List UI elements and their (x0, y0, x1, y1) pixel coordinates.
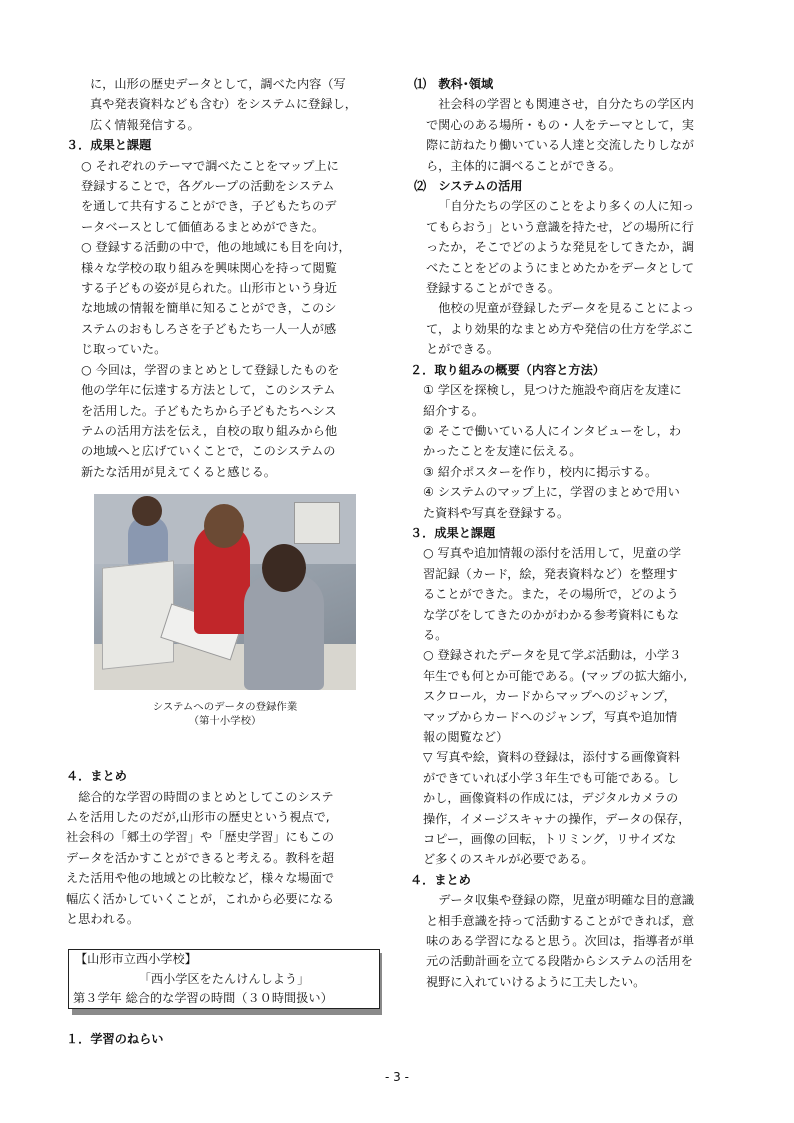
caption-line: システムへのデータの登録作業 (152, 701, 298, 714)
unit-theme: 「西小学区をたんけんしよう」 (138, 971, 310, 986)
left-column (66, 74, 386, 1050)
step-line: ② そこで働いている人にインタビューをし，わ (423, 423, 682, 438)
result-line: る。 (423, 627, 448, 642)
page-number: - 3 - (385, 1070, 409, 1084)
summary-line: 元の活動計画を立てる段階からシステムの活用を (426, 954, 693, 969)
heading-aims: １．学習のねらい (66, 1032, 164, 1047)
result-item (410, 543, 732, 645)
result-line: じ取っていた。 (81, 342, 167, 357)
summary-line: 視野に入れていけるように工夫したい。 (426, 974, 646, 989)
result-line: ○ 写真や追加情報の添付を活用して，児童の学 (423, 546, 682, 561)
heading-summary: ４．まとめ (66, 769, 127, 784)
heading-results: ３．成果と課題 (66, 138, 152, 153)
step-item (410, 380, 732, 421)
summary-line: 社会科の「郷土の学習」や「歴史学習」にもこの (66, 830, 335, 845)
subject-line: ら，主体的に調べることができる。 (426, 158, 621, 173)
summary-line: と思われる。 (66, 911, 140, 926)
heading-overview: ２．取り組みの概要（内容と方法） (410, 362, 605, 377)
intro-line: に，山形の歴史データとして，調べた内容（写 (90, 77, 346, 91)
result-line: コピー，画像の回転，トリミング，リサイズな (423, 832, 677, 847)
result-item (410, 645, 732, 747)
result-line: ○ 今回は，学習のまとめとして登録したものを (81, 362, 340, 377)
result-item (410, 747, 732, 869)
summary-line: 幅広く活かしていくことが，これから必要になる (66, 891, 335, 906)
result-line: の地域へと広げていくことで，このシステムの (81, 444, 336, 459)
step-item (410, 421, 732, 462)
subject-line: 際に訪ねたり働いている人達と交流したりしなが (426, 138, 695, 153)
result-item (66, 237, 386, 359)
result-line: 他の学年に伝達する方法として，このシステム (81, 383, 336, 398)
result-line: ステムのおもしろさを子どもたち一人一人が感 (81, 321, 337, 336)
result-line: ど多くのスキルが必要である。 (423, 852, 594, 867)
system-line: て，より効果的なまとめ方や発信の仕方を学ぶこ (426, 321, 694, 336)
result-line: 様々な学校の取り組みを興味関心を持って閲覧 (81, 260, 337, 275)
step-item (410, 482, 732, 523)
caption-line: （第十小学校） (188, 715, 262, 728)
photo-caption (66, 700, 384, 728)
system-line: べたことをどのようにまとめたかをデータとして (426, 260, 695, 275)
system-line: ったか，そこでどのような発見をしてきたか，調 (426, 240, 695, 255)
classroom-photo (94, 494, 356, 690)
result-line: 報の閲覧など） (423, 730, 509, 744)
summary-line: と相手意識を持って活動することができれば，意 (426, 913, 695, 928)
summary-line: データを活かすことができると考える。教科を超 (66, 850, 335, 865)
summary-line: 味のある学習になると思う。次回は，指導者が単 (426, 934, 695, 949)
school-name: 【山形市立西小学校】 (75, 952, 197, 967)
result-line: する子どもの姿が見られた。山形市という身近 (81, 281, 337, 296)
result-line: ることができた。また，その場所で，どのよう (423, 587, 679, 602)
step-line: ③ 紹介ポスターを作り，校内に掲示する。 (423, 464, 658, 479)
step-line: ④ システムのマップ上に，学習のまとめで用い (423, 485, 680, 500)
summary-line: 総合的な学習の時間のまとめとしてこのシステ (78, 789, 334, 804)
result-item (66, 156, 386, 238)
step-line: 紹介する。 (423, 403, 484, 418)
result-line: 登録することで，各グループの活動をシステム (81, 179, 335, 194)
result-line: ータベースとして価値あるまとめができた。 (81, 219, 325, 234)
result-line: スクロール，カードからマップへのジャンプ， (423, 689, 676, 704)
result-line: 操作，イメージスキャナの操作，データの保存， (423, 811, 691, 826)
result-line: な地域の情報を簡単に知ることができ，このシ (81, 301, 337, 316)
summary-line: ムを活用したのだが,山形市の歴史という視点で, (66, 809, 330, 824)
result-item (66, 360, 386, 482)
school-info-box (68, 949, 382, 1015)
result-line: な学びをしてきたのかがわかる参考資料にもな (423, 607, 679, 622)
heading-subject: ⑴ 教科･領域 (414, 77, 494, 91)
result-line: ○ 登録されたデータを見て学ぶ活動は，小学３ (423, 648, 682, 663)
system-line: 他校の児童が登録したデータを見ることによっ (438, 301, 695, 316)
right-column (410, 74, 732, 992)
grade-info: 第３学年 総合的な学習の時間（３０時間扱い） (73, 991, 333, 1006)
system-line: 登録することができる。 (426, 281, 561, 296)
result-line: を通して共有することができ，子どもたちのデ (81, 199, 337, 214)
step-item (410, 462, 732, 482)
intro-line: 広く情報発信する。 (90, 117, 200, 132)
result-line: ができていれば小学３年生でも可能である。し (423, 770, 679, 785)
result-line: 年生でも何とか可能である。(マップの拡大縮小, (423, 668, 688, 683)
result-line: 新たな活用が見えてくると感じる。 (81, 464, 276, 479)
step-line: た資料や写真を登録する。 (423, 505, 570, 520)
step-line: かったことを友達に伝える。 (423, 444, 582, 459)
system-line: てもらおう」という意識を持たせ，どの場所に行 (426, 219, 694, 234)
subject-line: で関心のある場所・もの・人をテーマとして，実 (426, 117, 694, 132)
result-line: 習記録（カード，絵，発表資料など）を整理す (423, 566, 678, 581)
result-line: ○ それぞれのテーマで調べたことをマップ上に (81, 158, 339, 173)
summary-line: データ収集や登録の際，児童が明確な目的意識 (438, 893, 695, 908)
step-line: ① 学区を探検し，見つけた施設や商店を友達に (423, 383, 682, 398)
result-line: ○ 登録する活動の中で，他の地域にも目を向け， (81, 240, 351, 255)
system-line: とができる。 (426, 342, 500, 357)
intro-line: 真や発表資料なども含む）をシステムに登録し， (90, 97, 357, 112)
result-line: マップからカードへのジャンプ，写真や追加情 (423, 709, 678, 724)
subject-line: 社会科の学習とも関連させ，自分たちの学区内 (438, 97, 694, 112)
result-line: を活用した。子どもたちから子どもたちへシス (81, 403, 337, 418)
result-line: テムの活用方法を伝え，自校の取り組みから他 (81, 423, 338, 438)
heading-results: ３．成果と課題 (410, 525, 496, 540)
system-line: 「自分たちの学区のことをより多くの人に知っ (438, 199, 695, 214)
result-line: かし，画像資料の作成には，デジタルカメラの (423, 791, 679, 806)
summary-line: えた活用や他の地域との比較など，様々な場面で (66, 871, 335, 886)
heading-system-use: ⑵ システムの活用 (414, 179, 523, 194)
result-line: ▽ 写真や絵，資料の登録は，添付する画像資料 (423, 750, 680, 765)
heading-summary: ４．まとめ (410, 872, 471, 887)
